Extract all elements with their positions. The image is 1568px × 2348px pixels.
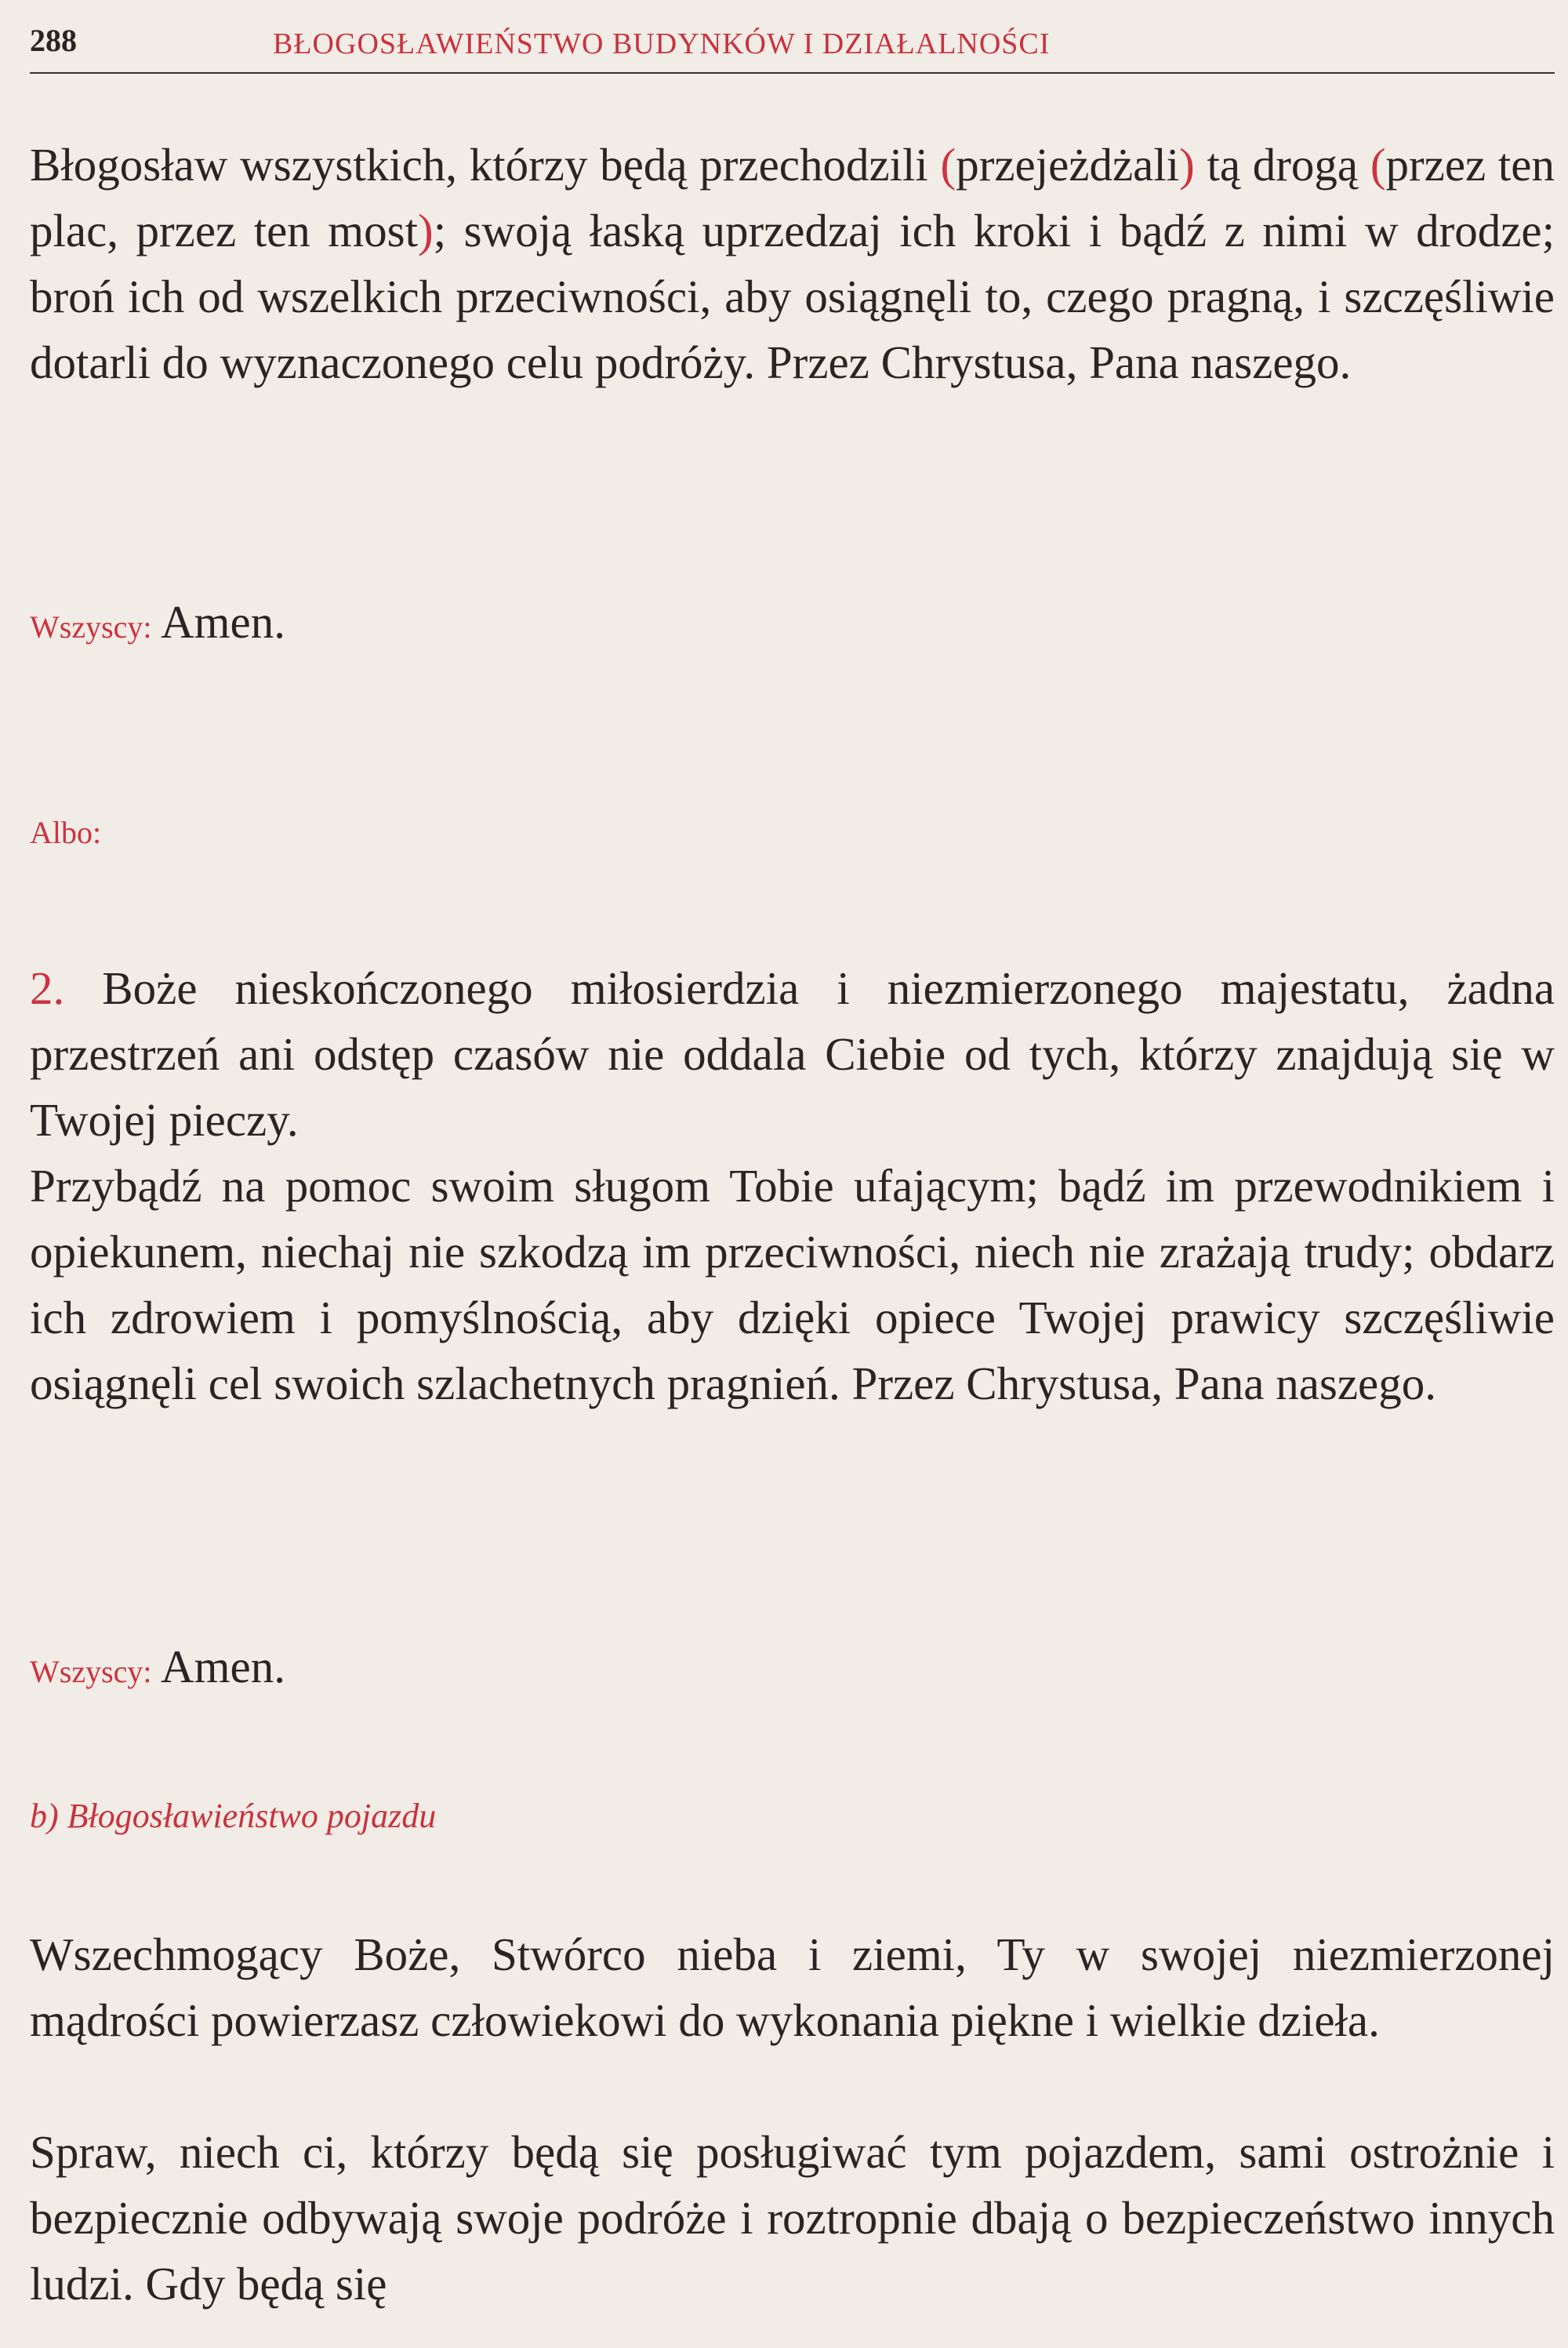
prayer-1-part-d: przez ten plac, przez ten most xyxy=(30,139,1555,256)
response-text: Amen. xyxy=(161,596,285,648)
prayer-1-part-a: Błogosław wszystkich, którzy będą przechodzili xyxy=(30,139,941,191)
response-text: Amen. xyxy=(161,1641,285,1692)
paren-close: ) xyxy=(1179,139,1195,191)
response-label: Wszyscy: xyxy=(30,609,152,645)
page-header xyxy=(30,16,1555,74)
section-b-paragraph-2: Spraw, niech ci, którzy będą się posługiwać tym pojazdem, sami ostrożnie i bezpiecznie odbywają swoje podróże i roztropnie dbają o bezpieczeństwo innych ludzi. Gdy będą się xyxy=(30,2126,1555,2310)
response-1 xyxy=(30,594,285,655)
running-title: BŁOGOSŁAWIEŃSTWO BUDYNKÓW I DZIAŁALNOŚCI xyxy=(273,27,1051,60)
response-label: Wszyscy: xyxy=(30,1654,152,1689)
prayer-number: 2. xyxy=(30,962,65,1014)
paren-open: ( xyxy=(940,139,956,191)
prayer-2-paragraph-2: Przybądź na pomoc swoim sługom Tobie ufającym; bądź im przewodnikiem i opiekunem, niechaj nie szkodzą im przeciwności, niech nie zrażają trudy; obdarz ich zdrowiem i pomyślnością, aby dzięki opiece Twojej prawicy szczęśliwie osiągnęli cel swoich szlachetnych pragnień. Przez Chrystusa, Pana naszego. xyxy=(30,1160,1555,1409)
page-number: 288 xyxy=(30,23,77,58)
paren-open: ( xyxy=(1370,139,1386,191)
prayer-2-paragraph-1 xyxy=(30,955,1555,1153)
prayer-1-part-e: ; swoją łaską uprzedzaj ich kroki i bądź z nimi w drodze; broń ich od wszelkich przeciwności, aby osiągnęli to, czego pragną, i szczęśliwie dotarli do wyznaczonego celu podróży. Przez Chrystusa, Pana naszego. xyxy=(30,205,1555,388)
prayer-2-text-1: Boże nieskończonego miłosierdzia i niezmierzonego majestatu, żadna przestrzeń ani odstęp czasów nie oddala Ciebie od tych, którzy znajdują się w Twojej pieczy. xyxy=(30,962,1555,1146)
prayer-1-part-b: przejeżdżali xyxy=(956,139,1180,191)
paren-close: ) xyxy=(418,205,434,256)
section-b-paragraph-1: Wszechmogący Boże, Stwórco nieba i ziemi, Ty w swojej niezmierzonej mądrości powierzasz człowiekowi do wykonania piękne i wielkie dzieła. xyxy=(30,1928,1555,2046)
prayer-1-part-c: tą drogą xyxy=(1194,139,1370,191)
rubric-albo: Albo: xyxy=(30,815,102,850)
prayer-1-text xyxy=(30,132,1555,395)
section-heading: b) Błogosławieństwo pojazdu xyxy=(30,1797,437,1835)
response-2 xyxy=(30,1639,285,1699)
